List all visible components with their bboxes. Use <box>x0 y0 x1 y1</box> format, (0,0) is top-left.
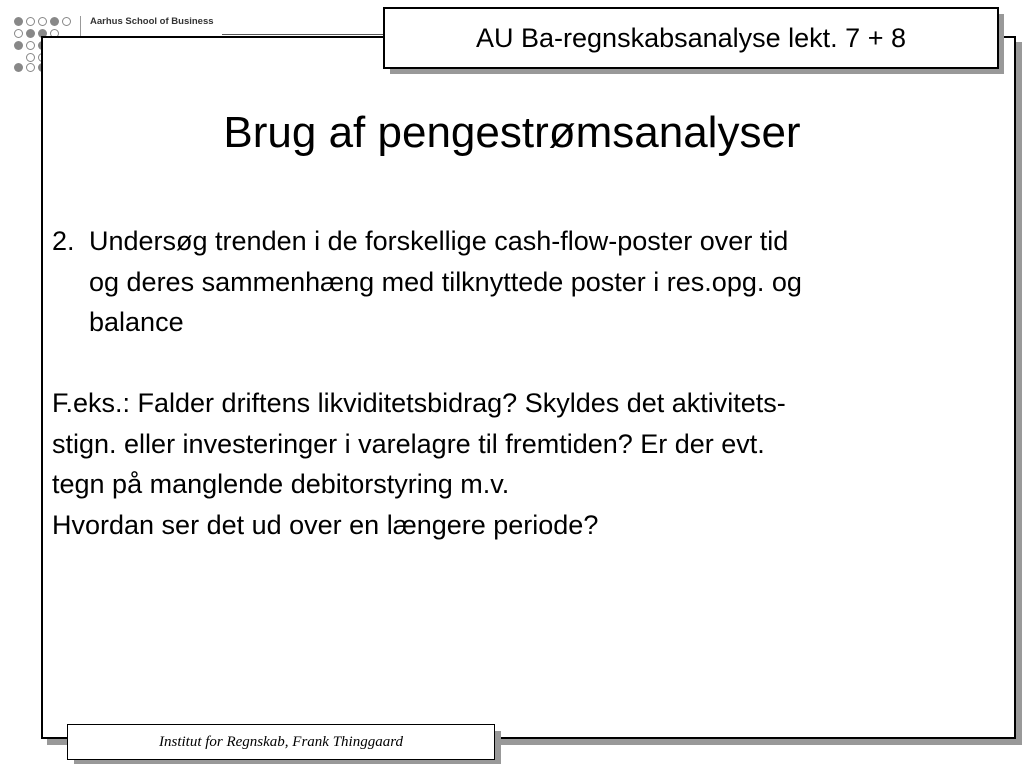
example-line-4: Hvordan ser det ud over en længere periode? <box>52 509 599 540</box>
footer-credit: Institut for Regnskab, Frank Thinggaard <box>158 733 404 750</box>
point-line-2: og deres sammenhæng med tilknyttede poster i res.opg. og <box>89 266 802 297</box>
example-line-3: tegn på manglende debitorstyring m.v. <box>52 469 510 499</box>
example-line-2: stign. eller investeringer i varelagre til fremtiden? Er der evt. <box>52 428 765 459</box>
point-number: 2. <box>52 226 75 256</box>
logo-school-name: Aarhus School of Business <box>90 16 214 27</box>
footer-box <box>67 724 495 760</box>
header-box <box>383 7 999 69</box>
numbered-point <box>52 221 1002 343</box>
slide-title: Brug af pengestrømsanalyser <box>223 108 801 157</box>
point-line-1: Undersøg trenden i de forskellige cash-flow-poster over tid <box>89 226 789 256</box>
course-title: AU Ba-regnskabsanalyse lekt. 7 + 8 <box>476 22 906 53</box>
example-line-1: F.eks.: Falder driftens likviditetsbidrag? Skyldes det aktivitets- <box>52 388 786 418</box>
example-paragraph <box>52 383 1002 545</box>
point-line-3: balance <box>89 307 184 337</box>
header-connector-line <box>222 34 384 35</box>
